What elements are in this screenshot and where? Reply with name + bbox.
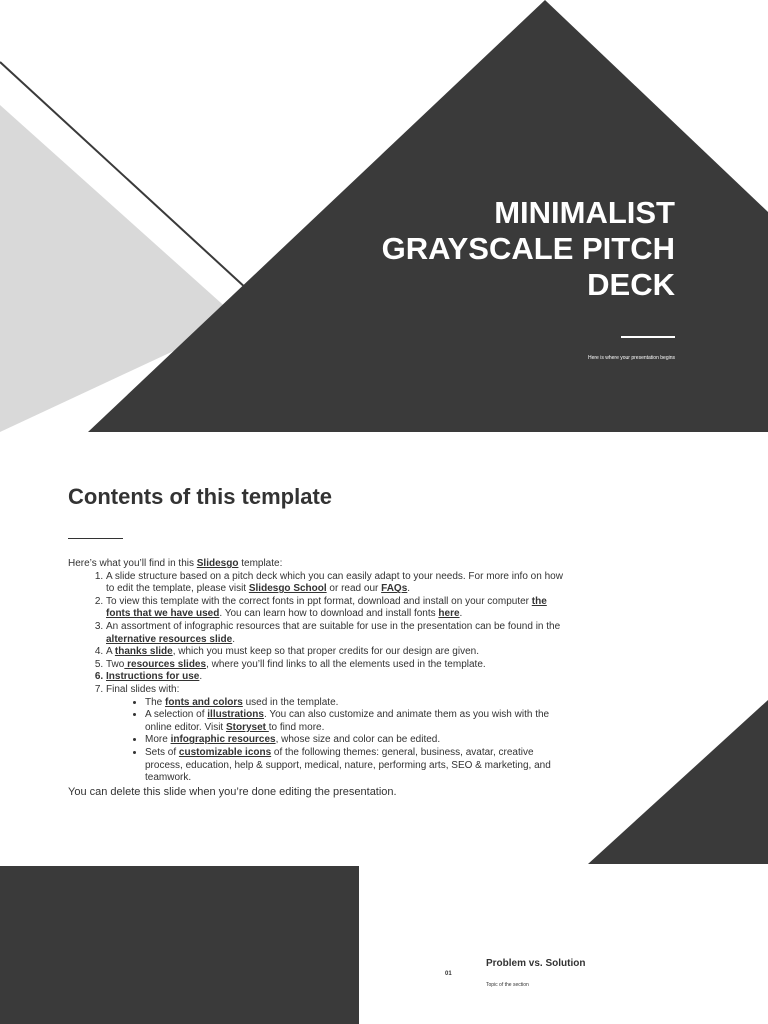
item-text: used in the template. — [242, 696, 339, 708]
item-text: A — [106, 646, 115, 658]
list-item — [106, 684, 568, 785]
slide-title — [0, 0, 768, 432]
list-item — [106, 659, 568, 672]
title-underline — [621, 336, 675, 338]
contents-body — [68, 558, 568, 798]
list-item — [106, 596, 568, 621]
item-text: . — [199, 671, 203, 683]
intro-text-end: template: — [238, 558, 283, 569]
item-text: or read our — [326, 583, 382, 595]
item-text: to find more. — [268, 721, 325, 733]
contents-title-underline — [68, 538, 123, 539]
contents-intro — [68, 558, 568, 571]
item-text: The — [145, 696, 166, 708]
section-subtitle: Topic of the section — [486, 982, 529, 988]
slide-section — [0, 864, 768, 1024]
item-text: . — [407, 583, 411, 595]
instructions-link[interactable]: Instructions for use — [106, 671, 200, 683]
thanks-slide-link[interactable]: thanks slide — [114, 646, 173, 658]
presentation-subtitle: Here is where your presentation begins — [588, 355, 675, 361]
fonts-used-link[interactable]: the fonts that we have used — [106, 595, 547, 620]
alternative-resources-link[interactable]: alternative resources slide — [106, 633, 233, 645]
item-text: , whose size and color can be edited. — [275, 734, 441, 746]
storyset-link[interactable]: Storyset — [225, 721, 269, 733]
final-slides-list — [106, 697, 568, 785]
resources-slides-link[interactable]: resources slides — [124, 658, 207, 670]
sub-list-item — [145, 697, 568, 710]
list-item — [106, 571, 568, 596]
item-text: Two — [106, 658, 125, 670]
section-dark-block — [0, 866, 359, 1024]
corner-dark-triangle — [588, 700, 768, 864]
item-text: A slide structure based on a pitch deck which you can easily adapt to your needs. For more info on how to edit the template, please visit — [106, 570, 563, 595]
item-text: An assortment of infographic resources that are suitable for use in the presentation can be found in the — [106, 620, 561, 632]
slidesgo-school-link[interactable]: Slidesgo School — [248, 583, 327, 595]
item-text: Final slides with: — [106, 683, 180, 695]
contents-list — [68, 571, 568, 785]
illustrations-link[interactable]: illustrations — [207, 709, 264, 721]
slide-contents — [0, 432, 768, 864]
here-link[interactable]: here — [438, 608, 460, 620]
contents-title: Contents of this template — [68, 484, 333, 509]
faqs-link[interactable]: FAQs — [381, 583, 408, 595]
section-number: 01 — [445, 971, 452, 977]
section-title: Problem vs. Solution — [486, 958, 586, 969]
item-text: A selection of — [145, 709, 208, 721]
item-text: . — [232, 633, 235, 645]
presentation-title: MINIMALIST GRAYSCALE PITCH DECK — [381, 195, 675, 302]
contents-footer: You can delete this slide when you’re done editing the presentation. — [68, 785, 397, 798]
item-text: of the following themes: general, business, avatar, creative process, education, help & support, medical, nature, performing arts, SEO & marketing, and teamwork. — [145, 746, 551, 784]
item-text: . You can also customize and animate them as you wish with the online editor. Visit — [145, 709, 550, 733]
item-text: More — [145, 734, 171, 746]
fonts-colors-link[interactable]: fonts and colors — [165, 696, 243, 708]
sub-list-item — [145, 734, 568, 747]
item-text: . — [459, 608, 463, 620]
intro-text: Here’s what you’ll find in this — [68, 558, 197, 569]
list-item — [106, 646, 568, 659]
item-text: , which you must keep so that proper credits for our design are given. — [172, 646, 479, 658]
list-item — [106, 671, 568, 684]
sub-list-item — [145, 709, 568, 734]
customizable-icons-link[interactable]: customizable icons — [178, 746, 272, 758]
item-text: To view this template with the correct fonts in ppt format, download and install on your computer — [106, 595, 532, 607]
infographic-resources-link[interactable]: infographic resources — [170, 734, 276, 746]
slidesgo-link[interactable]: Slidesgo — [196, 558, 239, 569]
list-item — [106, 621, 568, 646]
sub-list-item — [145, 747, 568, 785]
item-text: Sets of — [145, 746, 179, 758]
item-text: , where you’ll find links to all the elements used in the template. — [206, 658, 486, 670]
item-text: . You can learn how to download and install fonts — [219, 608, 439, 620]
